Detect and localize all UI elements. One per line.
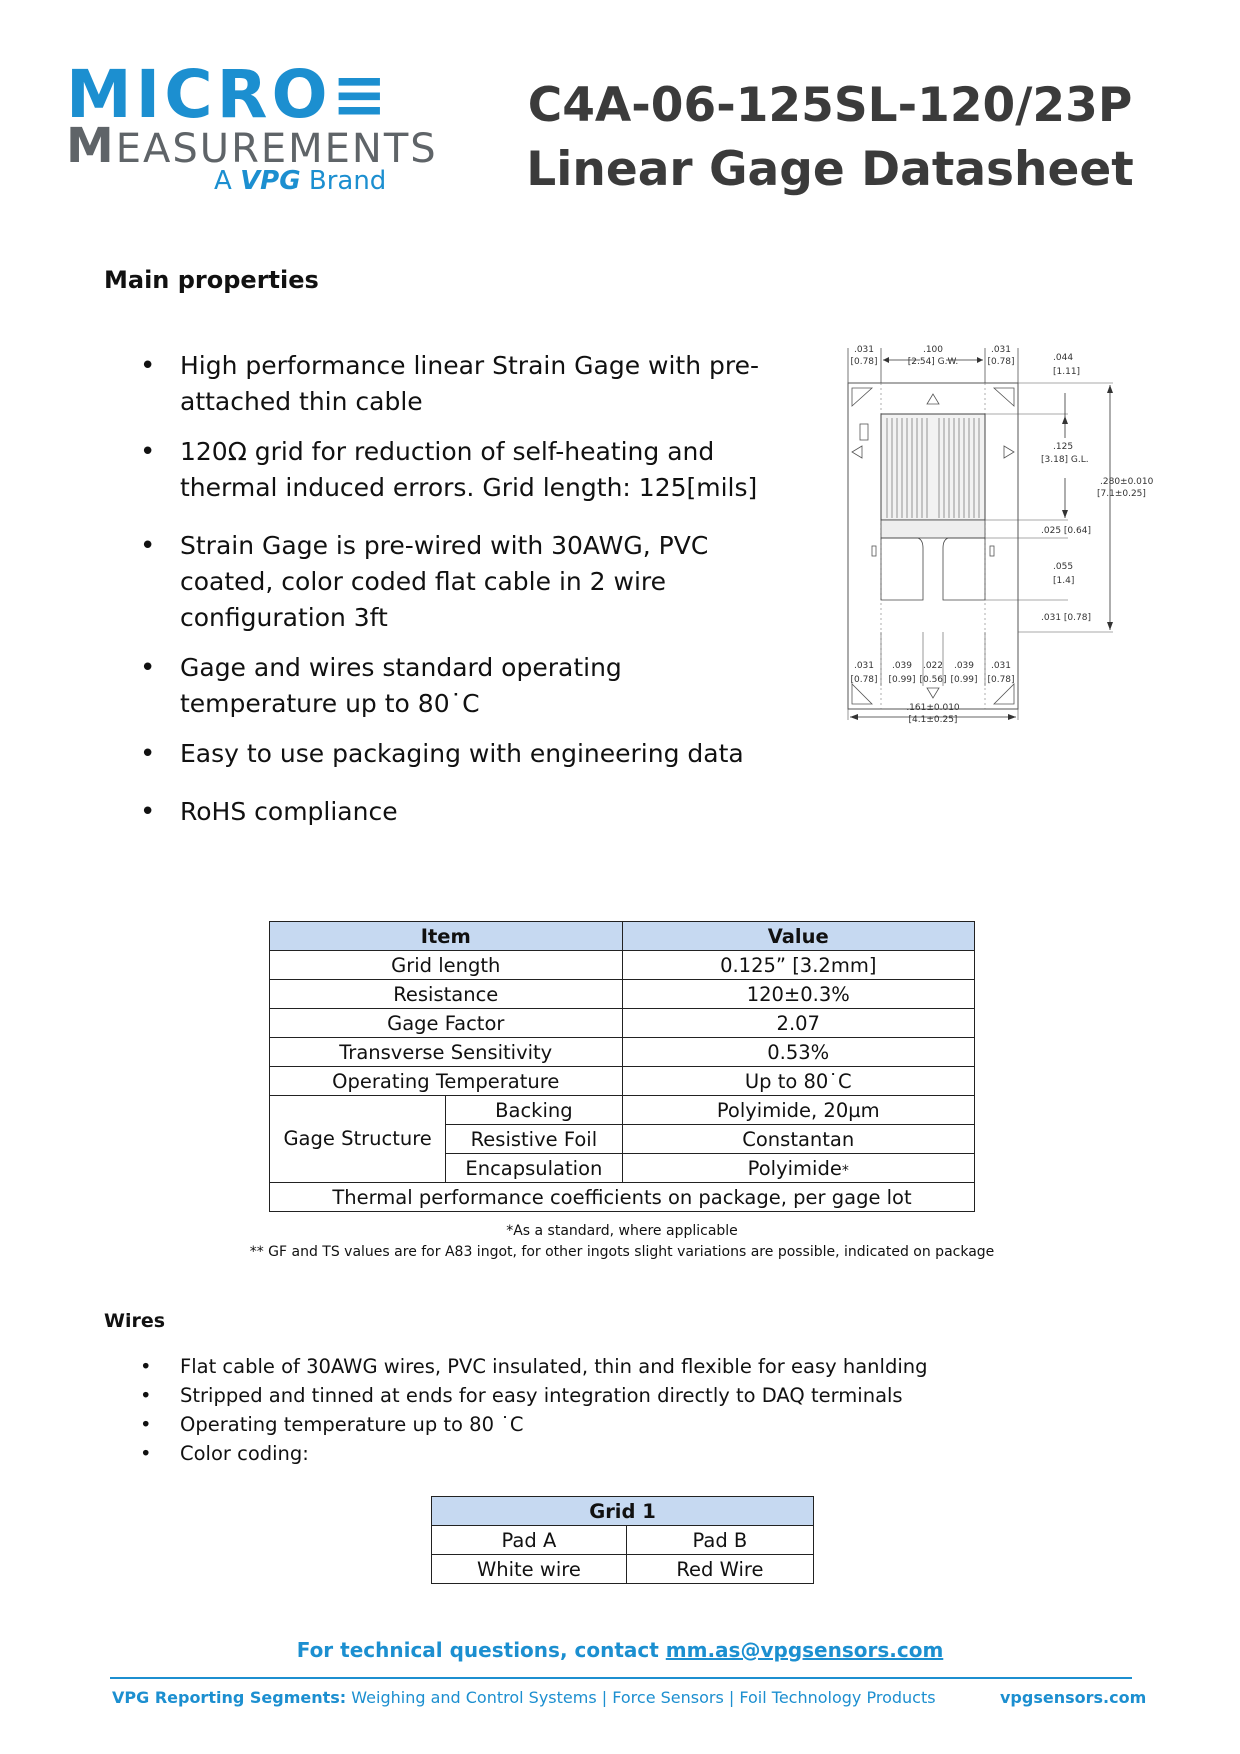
table-header-row [270, 922, 975, 951]
gage-structure-label: Gage Structure [270, 1096, 446, 1183]
footer-divider [110, 1677, 1132, 1679]
dim-bottom-5-mm: [0.78] [987, 675, 1015, 685]
dim-top-right-mm: [0.78] [987, 357, 1015, 367]
table-row [270, 951, 975, 980]
logo-measurements-text: MEASUREMENTS [66, 118, 438, 174]
contact-line: For technical questions, contact mm.as@vpgsensors.com [296, 1638, 944, 1662]
list-item: • Color coding: [140, 1439, 1040, 1468]
table-cell: Operating Temperature [270, 1067, 623, 1096]
color-coding-table [431, 1496, 814, 1584]
dim-overall-width: .161±0.010 [906, 703, 960, 713]
dim-grid-width: .100 [922, 345, 944, 355]
company-logo [66, 56, 438, 202]
dim-bottom-3: .022 [922, 661, 944, 671]
contact-email-link[interactable]: mm.as@vpgsensors.com [665, 1638, 944, 1662]
gage-dimension-drawing [838, 338, 1178, 813]
dim-lead: .055 [1053, 562, 1074, 572]
dim-lead-mm: [1.4] [1053, 576, 1075, 586]
table-row [270, 980, 975, 1009]
table-header-item: Item [270, 922, 623, 951]
pad-b-label: Pad B [626, 1526, 813, 1555]
dim-bottom-5: .031 [990, 661, 1012, 671]
list-item: • High performance linear Strain Gage with pre-attached thin cable [140, 348, 780, 420]
table-header-value: Value [622, 922, 975, 951]
table-row [270, 1009, 975, 1038]
list-item: • Easy to use packaging with engineering data [140, 736, 780, 772]
dim-bottom-2-mm: [0.99] [888, 675, 916, 685]
list-item: • 120Ω grid for reduction of self-heating and thermal induced errors. Grid length: 125[mils] [140, 434, 780, 506]
pad-b-wire: Red Wire [626, 1555, 813, 1584]
table-cell: Gage Factor [270, 1009, 623, 1038]
table-cell: Resistance [270, 980, 623, 1009]
dim-overall-length: .280±0.010 [1100, 477, 1154, 487]
table-cell: Encapsulation [446, 1154, 622, 1183]
dim-bottom-4: .039 [953, 661, 975, 671]
dim-overall-length-mm: [7.1±0.25] [1097, 489, 1146, 499]
table-cell: Resistive Foil [446, 1125, 622, 1154]
table-row [432, 1526, 814, 1555]
dim-tab: .025 [0.64] [1041, 526, 1091, 536]
dim-bottom-margin: .031 [0.78] [1041, 613, 1091, 623]
table-header-row [432, 1497, 814, 1526]
logo-micro-text: MICRO≡ [66, 56, 391, 133]
dim-bottom-2: .039 [891, 661, 913, 671]
table-row [270, 1183, 975, 1212]
properties-table [269, 921, 975, 1212]
table-footer-cell: Thermal performance coefficients on package, per gage lot [270, 1183, 975, 1212]
table-cell: 2.07 [622, 1009, 975, 1038]
table-cell: Transverse Sensitivity [270, 1038, 623, 1067]
table-row [270, 1067, 975, 1096]
dim-top-left-mm: [0.78] [850, 357, 878, 367]
table-cell: Constantan [622, 1125, 975, 1154]
wires-list [140, 1352, 1040, 1468]
dim-top-right: .031 [990, 345, 1012, 355]
table-row [432, 1555, 814, 1584]
table-cell: 0.125” [3.2mm] [622, 951, 975, 980]
table-row [270, 1038, 975, 1067]
dim-bottom-1-mm: [0.78] [850, 675, 878, 685]
dim-bottom-1: .031 [853, 661, 875, 671]
title-subtitle: Linear Gage Datasheet [526, 142, 1134, 197]
main-properties-heading: Main properties [104, 266, 319, 294]
reporting-segments: VPG Reporting Segments: Weighing and Control Systems | Force Sensors | Foil Technology Products [112, 1688, 936, 1707]
footnote-ingot: ** GF and TS values are for A83 ingot, for other ingots slight variations are possible, indicated on package [249, 1244, 995, 1260]
list-item: • Strain Gage is pre-wired with 30AWG, PVC coated, color coded flat cable in 2 wire configuration 3ft [140, 528, 780, 636]
dim-grid-width-mm: [2.54] G.W. [907, 357, 959, 367]
wires-heading: Wires [104, 1310, 166, 1332]
dim-overall-width-mm: [4.1±0.25] [908, 715, 958, 725]
dim-bottom-3-mm: [0.56] [919, 675, 947, 685]
dim-top-left: .031 [853, 345, 875, 355]
table-cell [622, 1154, 975, 1183]
dim-grid-length: .125 [1053, 442, 1074, 452]
title-part-number: C4A-06-125SL-120/23P [527, 78, 1133, 133]
document-title [460, 74, 1200, 202]
footnote-standard: *As a standard, where applicable [506, 1223, 738, 1239]
pad-a-wire: White wire [432, 1555, 627, 1584]
pad-a-label: Pad A [432, 1526, 627, 1555]
table-cell: Backing [446, 1096, 622, 1125]
dim-grid-length-mm: [3.18] G.L. [1041, 455, 1089, 465]
logo-brand-text: A VPG Brand [214, 166, 387, 196]
table-row [270, 1096, 975, 1125]
list-item: • Operating temperature up to 80 ˙C [140, 1410, 1040, 1439]
table-cell: Grid length [270, 951, 623, 980]
list-item: • RoHS compliance [140, 794, 780, 830]
encapsulation-value: Polyimide [747, 1156, 842, 1180]
website-link[interactable]: vpgsensors.com [1000, 1688, 1147, 1707]
grid-header: Grid 1 [432, 1497, 814, 1526]
table-cell: Up to 80˙C [622, 1067, 975, 1096]
list-item: • Gage and wires standard operating temperature up to 80˙C [140, 650, 780, 722]
table-cell: 0.53% [622, 1038, 975, 1067]
main-properties-list [140, 348, 780, 830]
dim-pad-top-mm: [1.11] [1053, 367, 1081, 377]
list-item: • Stripped and tinned at ends for easy integration directly to DAQ terminals [140, 1381, 1040, 1410]
table-cell: Polyimide, 20µm [622, 1096, 975, 1125]
list-item: • Flat cable of 30AWG wires, PVC insulated, thin and flexible for easy hanlding [140, 1352, 1040, 1381]
table-cell: 120±0.3% [622, 980, 975, 1009]
dim-pad-top: .044 [1053, 353, 1074, 363]
dim-bottom-4-mm: [0.99] [950, 675, 978, 685]
footnote-mark: * [841, 1162, 849, 1179]
